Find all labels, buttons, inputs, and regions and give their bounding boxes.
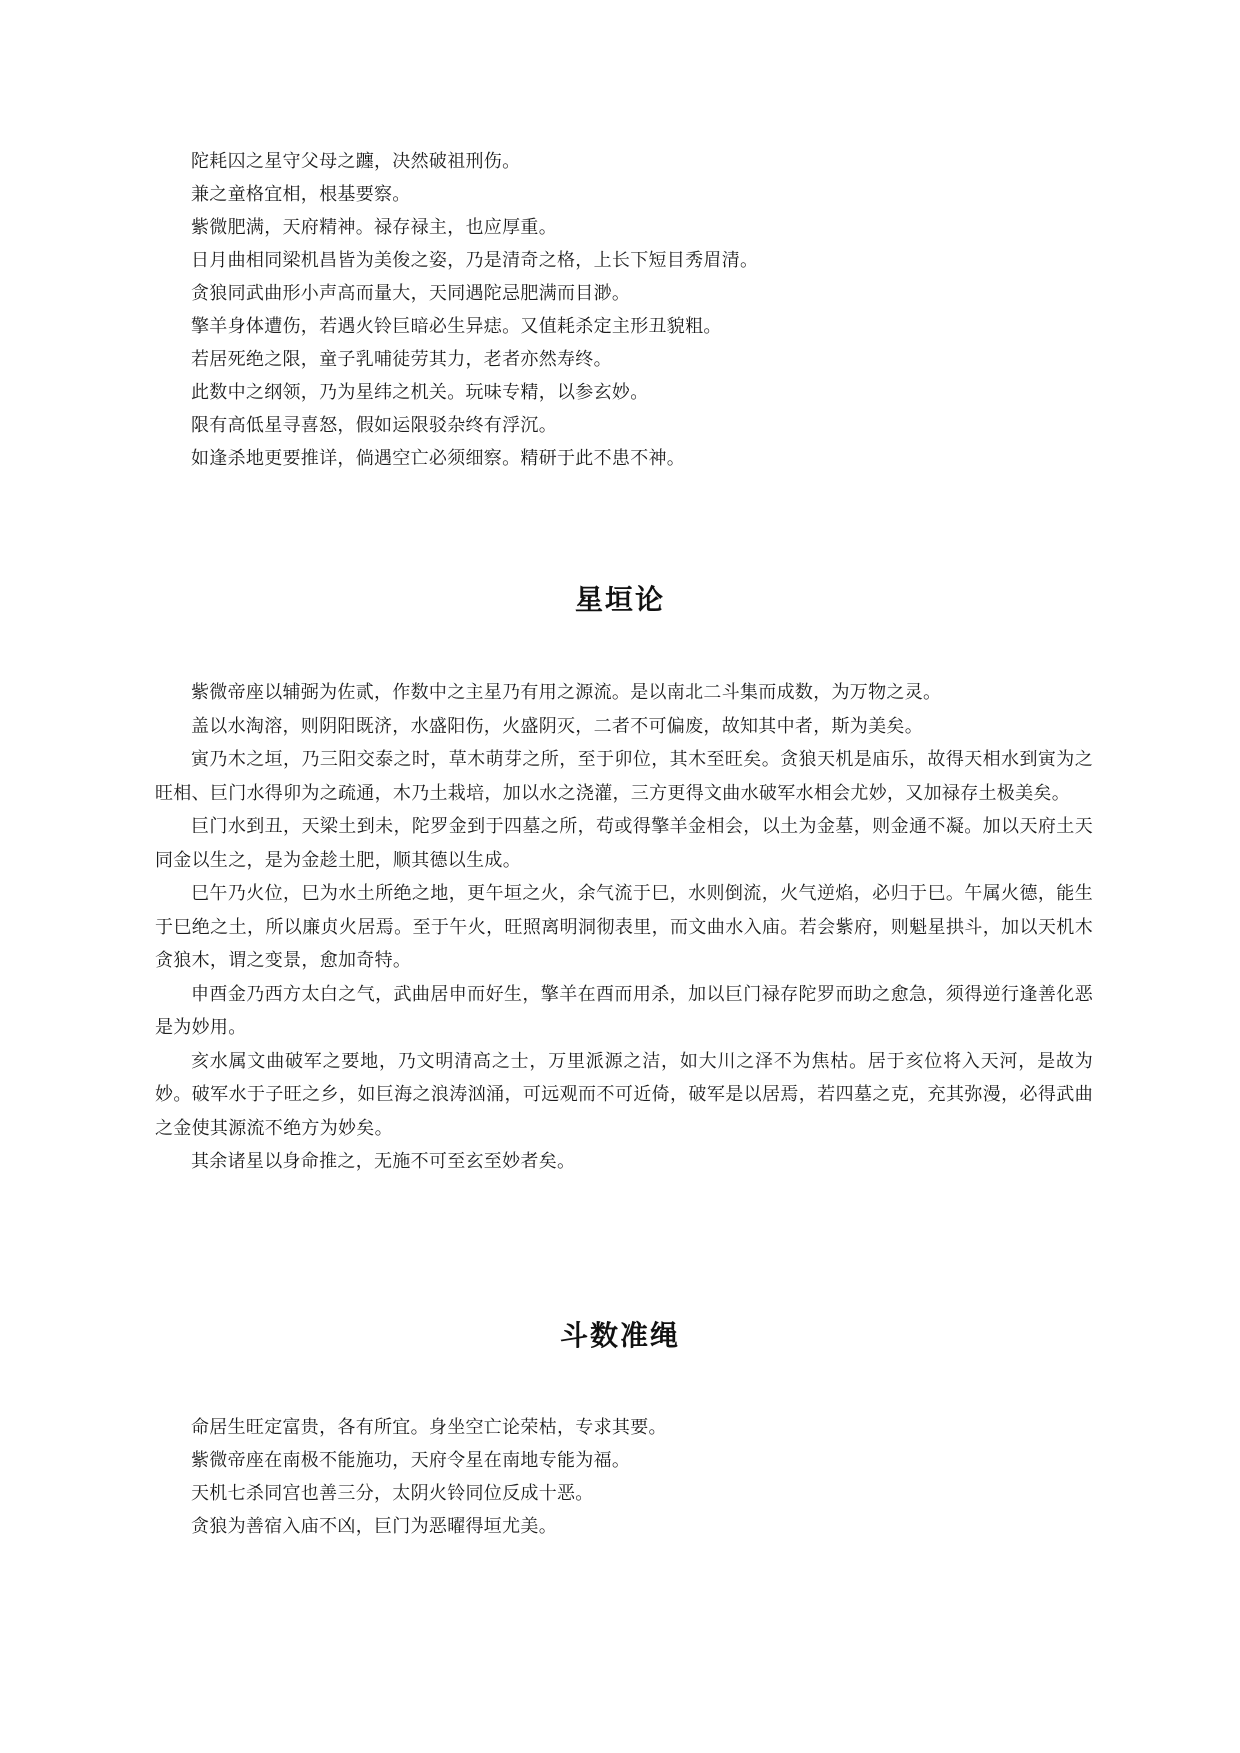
essay-paragraph: 申酉金乃西方太白之气，武曲居申而好生，擎羊在酉而用杀，加以巨门禄存陀罗而助之愈急，须得逆行逢善化恶是为妙用。 <box>155 983 1093 1038</box>
verse-line: 贪狼为善宿入庙不凶，巨门为恶曜得垣尤美。 <box>191 1516 557 1537</box>
verse-line: 如逢杀地更要推详，倘遇空亡必须细察。精研于此不患不神。 <box>191 448 686 469</box>
verse-line: 陀耗囚之星守父母之躔，决然破祖刑伤。 <box>191 151 521 172</box>
verse-block-1 <box>191 145 1091 475</box>
essay-paragraph: 巳午乃火位，巳为水土所绝之地，更午垣之火，余气流于巳，水则倒流，火气逆焰，必归于巳。午属火德，能生于巳绝之土，所以廉贞火居焉。至于午火，旺照离明洞彻表里，而文曲水入庙。若会紫府，则魁星拱斗，加以天机木贪狼木，谓之变景，愈加奇特。 <box>155 883 1093 971</box>
verse-line: 贪狼同武曲形小声高而量大，天同遇陀忌肥满而目渺。 <box>191 283 631 304</box>
section-heading-doushu: 斗数准绳 <box>559 1319 680 1352</box>
essay-paragraph: 紫微帝座以辅弼为佐贰，作数中之主星乃有用之源流。是以南北二斗集而成数，为万物之灵。 <box>191 682 942 703</box>
essay-body <box>155 676 1093 1179</box>
verse-line: 限有高低星寻喜怒，假如运限驳杂终有浮沉。 <box>191 415 557 436</box>
verse-block-3 <box>191 1411 1091 1543</box>
verse-line: 天机七杀同宫也善三分，太阴火铃同位反成十恶。 <box>191 1483 594 1504</box>
verse-line: 命居生旺定富贵，各有所宜。身坐空亡论荣枯，专求其要。 <box>191 1417 667 1438</box>
essay-paragraph: 寅乃木之垣，乃三阳交泰之时，草木萌芽之所，至于卯位，其木至旺矣。贪狼天机是庙乐，故得天相水到寅为之旺相、巨门水得卯为之疏通，木乃土栽培，加以水之浇灌，三方更得文曲水破军水相会尤妙，又加禄存土极美矣。 <box>155 749 1093 804</box>
verse-line: 日月曲相同梁机昌皆为美俊之姿，乃是清奇之格，上长下短目秀眉清。 <box>191 250 759 271</box>
verse-line: 若居死绝之限，童子乳哺徒劳其力，老者亦然寿终。 <box>191 349 612 370</box>
essay-paragraph: 巨门水到丑，天梁土到未，陀罗金到于四墓之所，苟或得擎羊金相会，以土为金墓，则金通不凝。加以天府土天同金以生之，是为金趁土肥，顺其德以生成。 <box>155 816 1093 871</box>
verse-line: 擎羊身体遭伤，若遇火铃巨暗必生异痣。又值耗杀定主形丑貌粗。 <box>191 316 722 337</box>
verse-line: 兼之童格宜相，根基要察。 <box>191 184 411 205</box>
verse-line: 紫微帝座在南极不能施功，天府令星在南地专能为福。 <box>191 1450 631 1471</box>
verse-line: 此数中之纲领，乃为星纬之机关。玩味专精，以参玄妙。 <box>191 382 649 403</box>
essay-paragraph: 盖以水淘溶，则阴阳既济，水盛阳伤，火盛阴灭，二者不可偏废，故知其中者，斯为美矣。 <box>191 715 923 737</box>
essay-paragraph: 其余诸星以身命推之，无施不可至玄至妙者矣。 <box>191 1151 576 1172</box>
verse-line: 紫微肥满，天府精神。禄存禄主，也应厚重。 <box>191 217 557 238</box>
section-heading-xingyuan: 星垣论 <box>574 583 665 616</box>
essay-paragraph: 亥水属文曲破军之要地，乃文明清高之士，万里派源之洁，如大川之泽不为焦枯。居于亥位将入天河，是故为妙。破军水于子旺之乡，如巨海之浪涛汹涌，可远观而不可近倚，破军是以居焉，若四墓之克，充其弥漫，必得武曲之金使其源流不绝方为妙矣。 <box>155 1050 1093 1139</box>
